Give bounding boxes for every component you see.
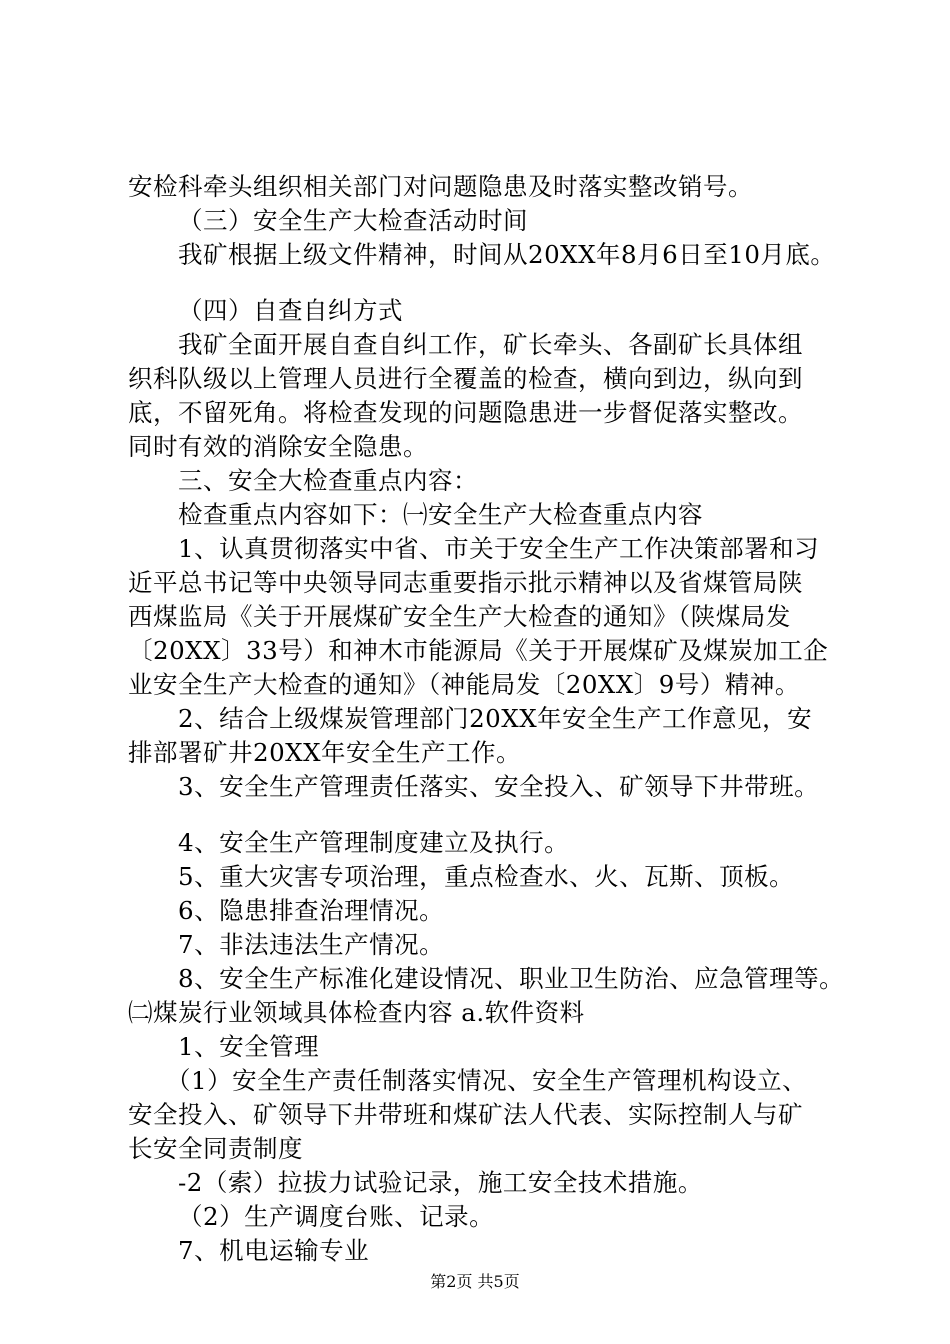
text-line: -2（索）拉拔力试验记录，施工安全技术措施。 bbox=[178, 1168, 703, 1197]
text-line: 同时有效的消除安全隐患。 bbox=[128, 432, 428, 461]
text-line: （1）安全生产责任制落实情况、安全生产管理机构设立、 bbox=[166, 1066, 808, 1095]
text-line: 7、机电运输专业 bbox=[178, 1236, 370, 1265]
text-line: 安检科牵头组织相关部门对问题隐患及时落实整改销号。 bbox=[128, 172, 753, 201]
text-line: 1、安全管理 bbox=[178, 1032, 320, 1061]
text-line: 8、安全生产标准化建设情况、职业卫生防治、应急管理等。 bbox=[178, 964, 845, 993]
section-heading: （三）安全生产大检查活动时间 bbox=[178, 206, 528, 235]
text-line: 西煤监局《关于开展煤矿安全生产大检查的通知》（陕煤局发 bbox=[128, 602, 791, 631]
text-line: 检查重点内容如下：㈠安全生产大检查重点内容 bbox=[178, 500, 703, 529]
text-line: 底，不留死角。将检查发现的问题隐患进一步督促落实整改。 bbox=[128, 398, 803, 427]
text-line: 我矿全面开展自查自纠工作，矿长牵头、各副矿长具体组 bbox=[178, 330, 803, 359]
text-line: 3、安全生产管理责任落实、安全投入、矿领导下井带班。 bbox=[178, 772, 820, 801]
text-line: 安全投入、矿领导下井带班和煤矿法人代表、实际控制人与矿 bbox=[128, 1100, 803, 1129]
text-line: 业安全生产大检查的通知》（神能局发〔20XX〕9号）精神。 bbox=[128, 670, 800, 699]
text-line: 6、隐患排查治理情况。 bbox=[178, 896, 445, 925]
text-line: 7、非法违法生产情况。 bbox=[178, 930, 445, 959]
section-heading: （四）自查自纠方式 bbox=[178, 296, 403, 325]
section-heading: ㈡煤炭行业领域具体检查内容 a.软件资料 bbox=[128, 998, 585, 1027]
page-footer: 第2页 共5页 bbox=[430, 1272, 520, 1291]
section-heading: 三、安全大检查重点内容： bbox=[178, 466, 478, 495]
text-line: 〔20XX〕33号）和神木市能源局《关于开展煤矿及煤炭加工企 bbox=[128, 636, 829, 665]
text-line: 4、安全生产管理制度建立及执行。 bbox=[178, 828, 570, 857]
text-line: 排部署矿井20XX年安全生产工作。 bbox=[128, 738, 522, 767]
text-line: 织科队级以上管理人员进行全覆盖的检查，横向到边，纵向到 bbox=[128, 364, 803, 393]
text-line: 1、认真贯彻落实中省、市关于安全生产工作决策部署和习 bbox=[178, 534, 820, 563]
text-line: 我矿根据上级文件精神，时间从20XX年8月6日至10月底。 bbox=[178, 240, 836, 269]
text-line: 长安全同责制度 bbox=[128, 1134, 303, 1163]
text-line: 5、重大灾害专项治理，重点检查水、火、瓦斯、顶板。 bbox=[178, 862, 795, 891]
text-line: 2、结合上级煤炭管理部门20XX年安全生产工作意见，安 bbox=[178, 704, 813, 733]
text-line: 近平总书记等中央领导同志重要指示批示精神以及省煤管局陕 bbox=[128, 568, 803, 597]
text-line: （2）生产调度台账、记录。 bbox=[178, 1202, 495, 1231]
